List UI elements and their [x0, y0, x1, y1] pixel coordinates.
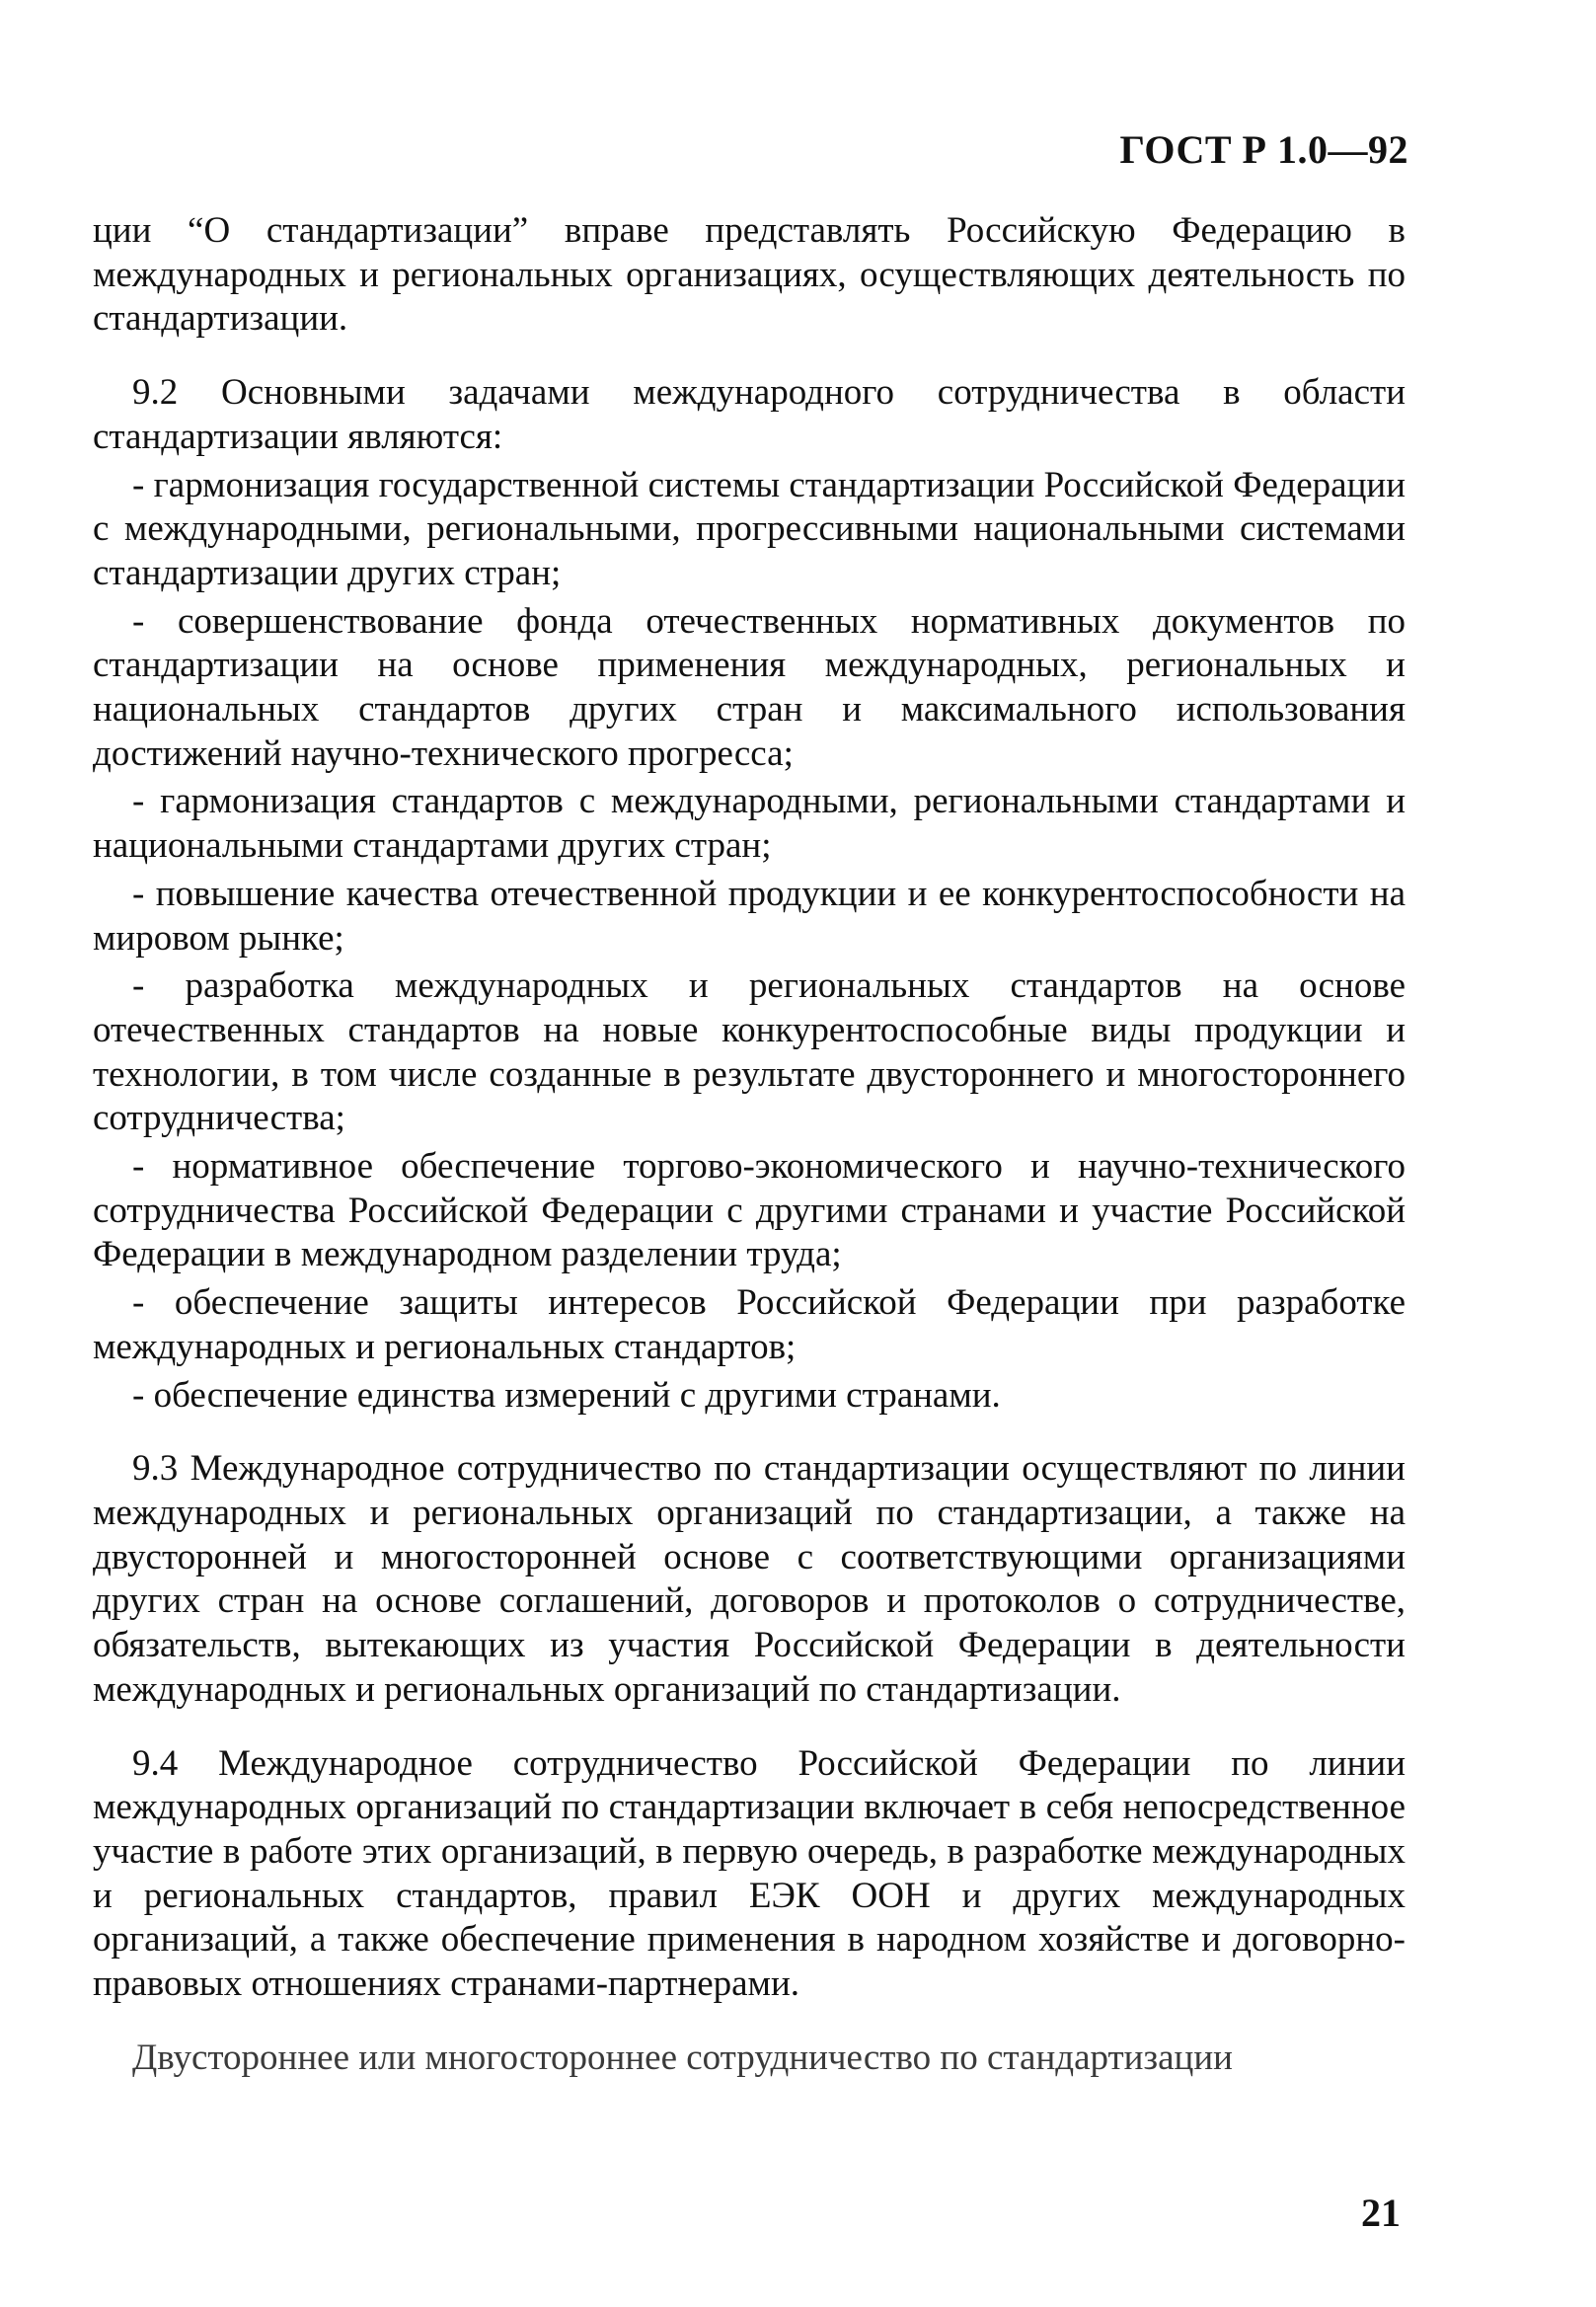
list-item: - разработка международных и региональных стандартов на основе отечественных стандартов на новые конкурентоспособные виды продукции и технологии, в том числе созданные в результате двустороннего и многостороннего сотрудничества;: [93, 965, 1406, 1139]
list-item: - нормативное обеспечение торгово-экономического и научно-технического сотрудничества Российской Федерации с другими странами и участие Российской Федерации в международном разделении труда;: [93, 1146, 1406, 1275]
document-body: [93, 209, 1406, 2080]
list-item: - гармонизация стандартов с международными, региональными стандартами и национальными стандартами других стран;: [93, 781, 1406, 867]
section-9-4-paragraph: 9.4 Международное сотрудничество Российской Федерации по линии международных организаций по стандартизации включает в себя непосредственное участие в работе этих организаций, в первую очередь, в разработке международных и региональных стандартов, правил ЕЭК ООН и других международных организаций, а также обеспечение применения в народном хозяйстве и договорно-правовых отношениях странами-партнерами.: [93, 1742, 1406, 2005]
section-9-2-paragraph: 9.2 Основными задачами международного сотрудничества в области стандартизации являются:: [93, 372, 1406, 457]
list-item: - обеспечение защиты интересов Российской Федерации при разработке международных и региональных стандартов;: [93, 1282, 1406, 1367]
list-item: - обеспечение единства измерений с другими странами.: [132, 1374, 1001, 1416]
continuation-paragraph: Двустороннее или многостороннее сотрудничество по стандартизации: [132, 2037, 1233, 2078]
list-item: - совершенствование фонда отечественных нормативных документов по стандартизации на основе применения международных, региональных и национальных стандартов других стран и максимального использования достижений научно-технического прогресса;: [93, 600, 1406, 774]
page-number: 21: [1361, 2191, 1401, 2235]
list-item: - повышение качества отечественной продукции и ее конкурентоспособности на мировом рынке;: [93, 873, 1406, 959]
intro-paragraph: ции “О стандартизации” вправе представлять Российскую Федерацию в международных и региональных организациях, осуществляющих деятельность по стандартизации.: [93, 210, 1406, 340]
section-9-3-paragraph: 9.3 Международное сотрудничество по стандартизации осуществляют по линии международных и региональных организаций по стандартизации, а также на двусторонней и многосторонней основе с соответствующими организациями других стран на основе соглашений, договоров и протоколов о сотрудничестве, обязательств, вытекающих из участия Российской Федерации в деятельности международных и региональных организаций по стандартизации.: [93, 1448, 1406, 1710]
list-item: - гармонизация государственной системы стандартизации Российской Федерации с международными, региональными, прогрессивными национальными системами стандартизации других стран;: [93, 464, 1406, 593]
document-header: ГОСТ Р 1.0—92: [1119, 127, 1408, 172]
